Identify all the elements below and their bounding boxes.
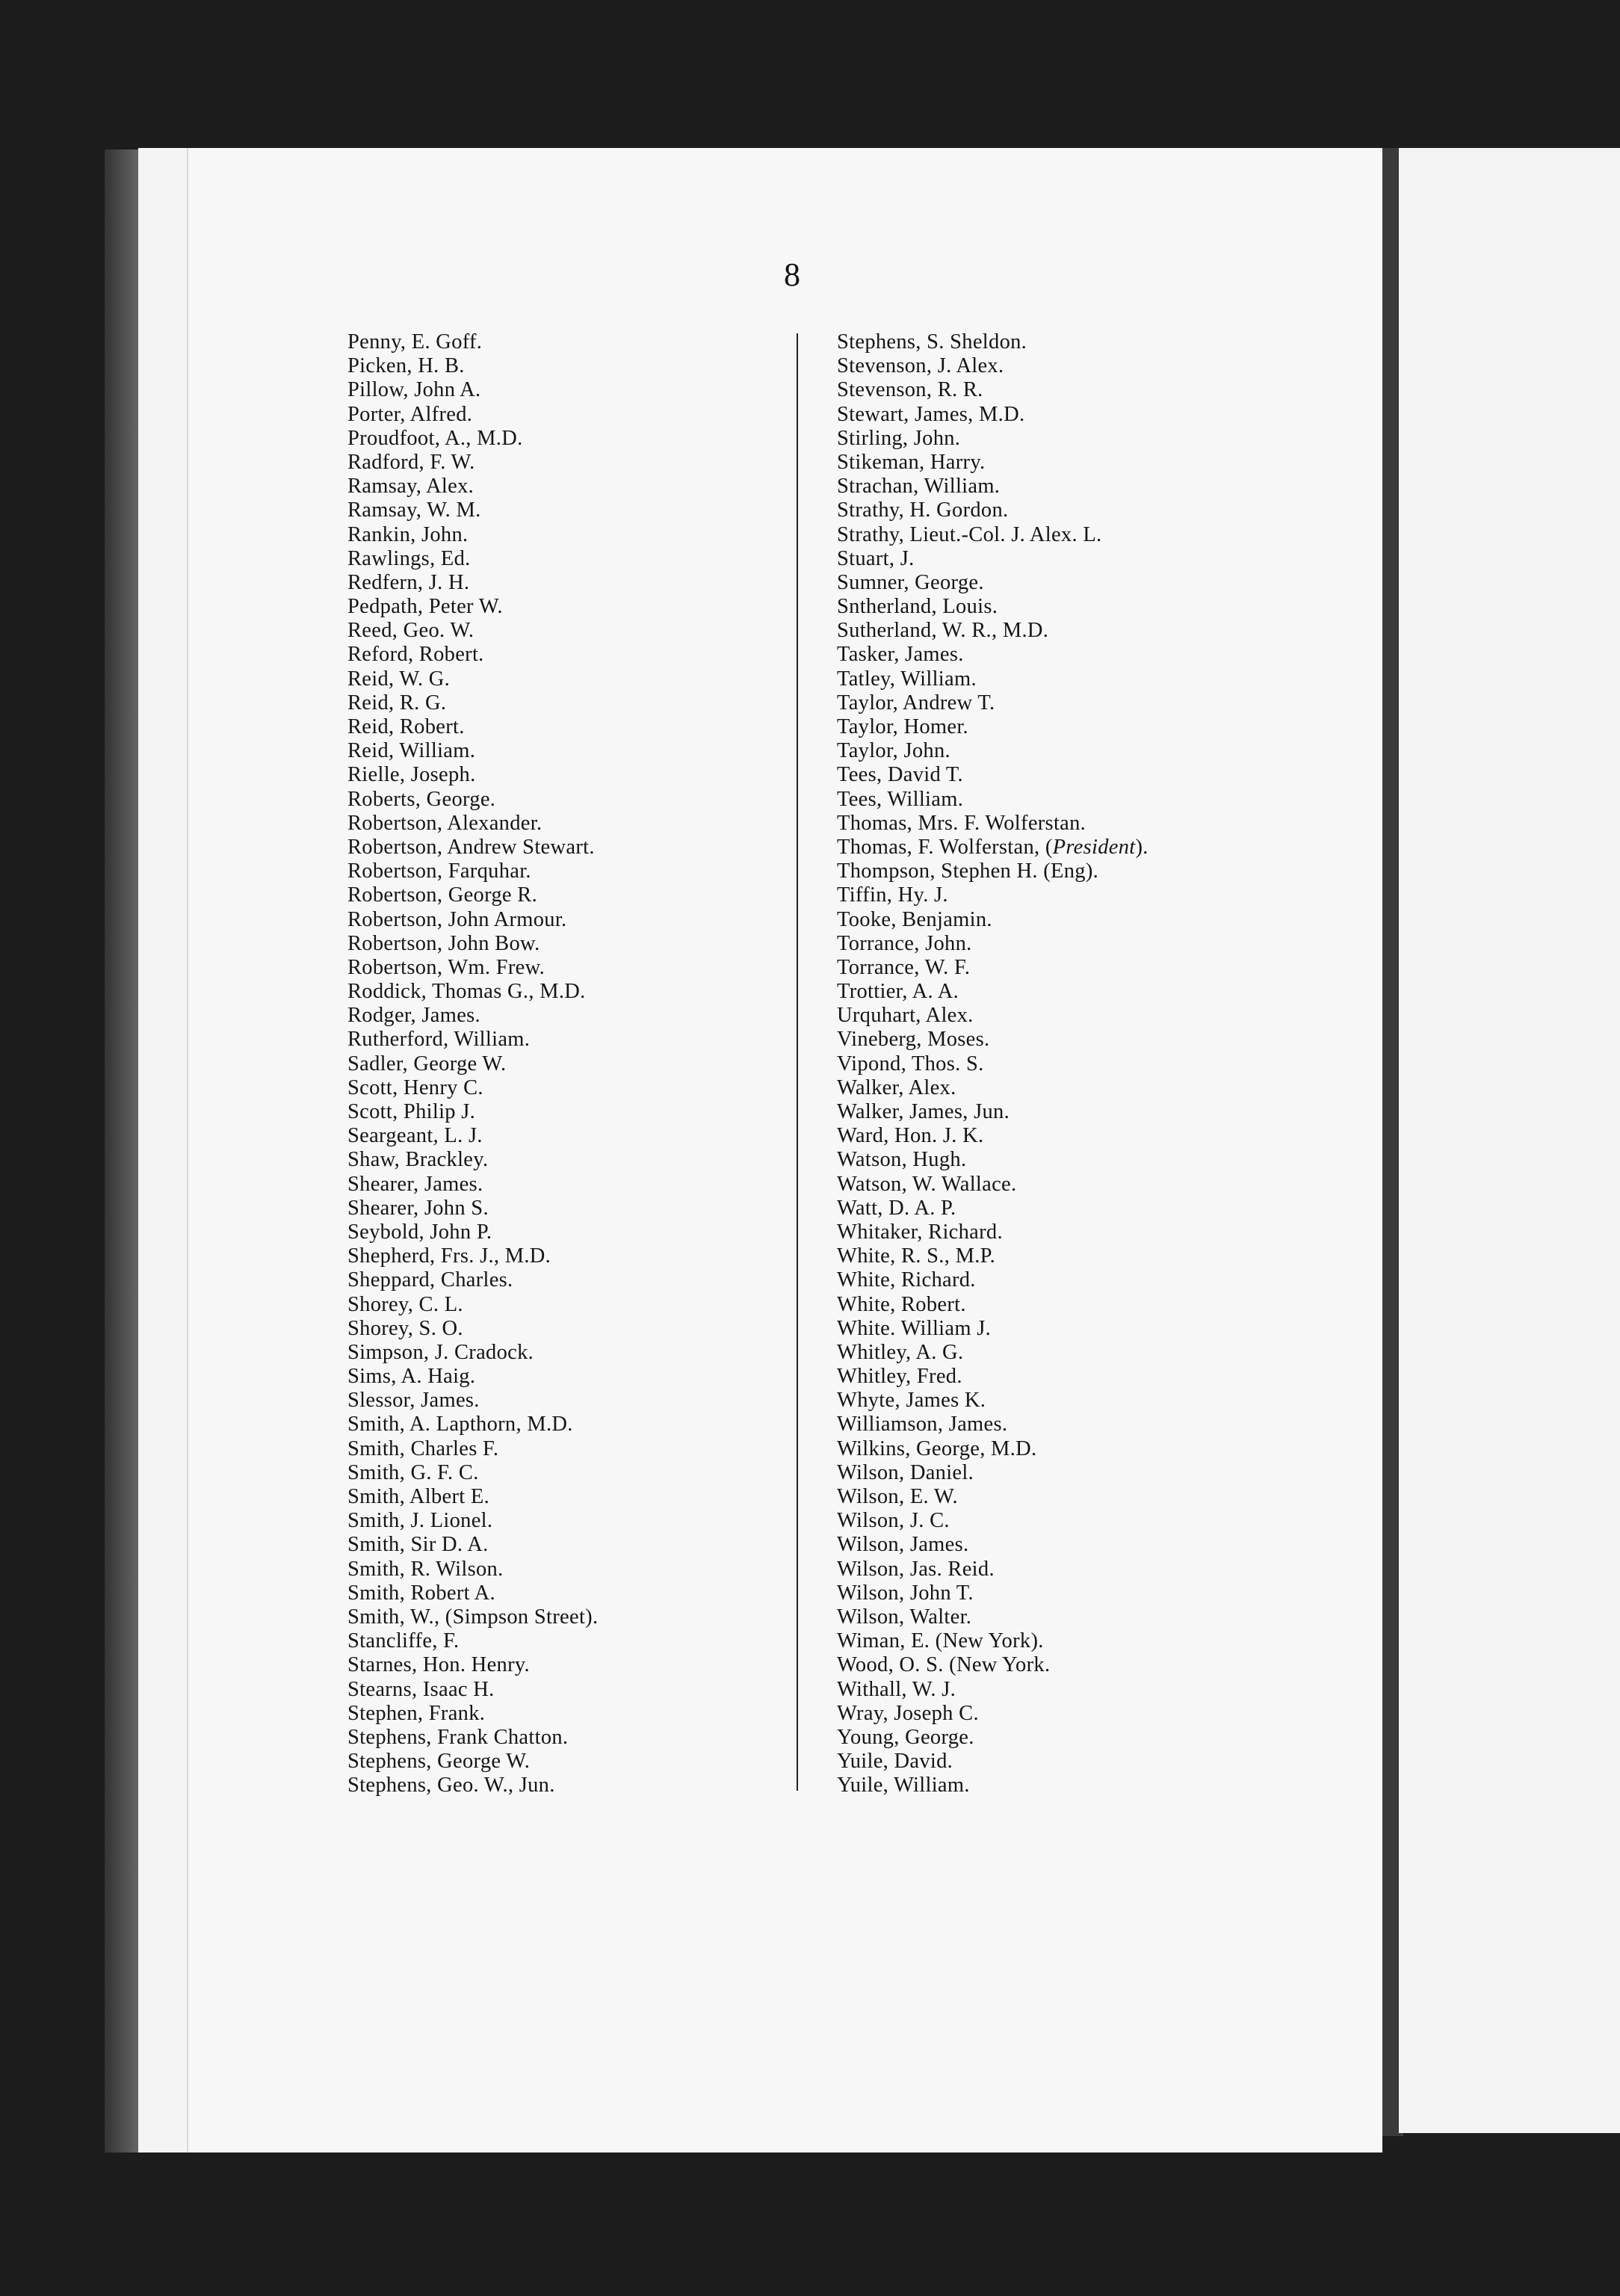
member-name: Stephen, Frank. [347, 1701, 486, 1725]
member-name: White. William J. [837, 1316, 992, 1340]
member-name: Wilson, John T. [837, 1581, 974, 1605]
member-name: Wilson, Jas. Reid. [837, 1557, 995, 1581]
member-name: Sntherland, Louis. [837, 595, 998, 619]
member-name: Wilson, J. C. [837, 1509, 950, 1533]
member-name: Stirling, John. [837, 426, 961, 450]
member-name: Taylor, Homer. [837, 715, 968, 738]
right-name-column [837, 330, 1148, 1797]
member-name: Watson, W. Wallace. [837, 1172, 1017, 1196]
member-name: Thompson, Stephen H. (Eng). [837, 860, 1099, 883]
member-name: Sutherland, W. R., M.D. [837, 619, 1049, 643]
member-name: Smith, J. Lionel. [347, 1509, 493, 1533]
member-name: Stearns, Isaac H. [347, 1677, 495, 1701]
member-name: Urquhart, Alex. [837, 1004, 974, 1028]
member-name: Strathy, Lieut.-Col. J. Alex. L. [837, 522, 1102, 546]
member-name: Slessor, James. [347, 1389, 480, 1413]
column-divider [797, 333, 798, 1791]
member-name: Stewart, James, M.D. [837, 402, 1025, 426]
member-name: Stephens, Frank Chatton. [347, 1725, 569, 1749]
left-name-column [347, 330, 598, 1797]
member-name: Robertson, John Bow. [347, 931, 540, 955]
member-name: Tatley, William. [837, 667, 977, 691]
member-name: Seybold, John P. [347, 1220, 492, 1244]
member-name: Ward, Hon. J. K. [837, 1124, 984, 1148]
member-name: Robertson, Wm. Frew. [347, 955, 545, 979]
member-name: Vipond, Thos. S. [837, 1052, 984, 1076]
member-name: Proudfoot, A., M.D. [347, 426, 523, 450]
member-name: Smith, R. Wilson. [347, 1557, 504, 1581]
member-name: Rielle, Joseph. [347, 763, 476, 787]
member-name: Wilkins, George, M.D. [837, 1436, 1037, 1460]
member-name: Shepherd, Frs. J., M.D. [347, 1244, 551, 1268]
member-name: Tees, William. [837, 787, 964, 811]
member-name: Robertson, John Armour. [347, 907, 567, 931]
facing-page [1399, 148, 1620, 2133]
member-name: Roddick, Thomas G., M.D. [347, 980, 586, 1004]
member-name: Whitaker, Richard. [837, 1220, 1003, 1244]
member-name: Torrance, John. [837, 931, 972, 955]
member-name: Tiffin, Hy. J. [837, 883, 948, 907]
member-name: Whitley, Fred. [837, 1365, 962, 1389]
member-name: Yuile, William. [837, 1774, 970, 1797]
member-name: Watt, D. A. P. [837, 1196, 956, 1220]
member-name: Sheppard, Charles. [347, 1268, 513, 1292]
member-name: Walker, Alex. [837, 1076, 956, 1099]
member-name: Tasker, James. [837, 643, 964, 667]
member-name: Robertson, George R. [347, 883, 538, 907]
member-name: Tees, David T. [837, 763, 963, 787]
member-name: Strachan, William. [837, 475, 1001, 499]
member-name: Ramsay, Alex. [347, 475, 474, 499]
member-name: Reid, W. G. [347, 667, 451, 691]
member-name: Strathy, H. Gordon. [837, 499, 1009, 522]
member-name: Whyte, James K. [837, 1389, 986, 1413]
member-name: White, Robert. [837, 1292, 966, 1316]
member-name: Stephens, Geo. W., Jun. [347, 1774, 555, 1797]
member-name: Wilson, James. [837, 1533, 969, 1557]
member-name: Rodger, James. [347, 1004, 480, 1028]
member-name: Picken, H. B. [347, 354, 465, 378]
member-name: Stevenson, R. R. [837, 378, 983, 402]
member-name: Sims, A. Haig. [347, 1365, 476, 1389]
member-name: Stikeman, Harry. [837, 450, 986, 474]
member-name: Smith, Sir D. A. [347, 1533, 489, 1557]
member-name: Shorey, S. O. [347, 1316, 463, 1340]
member-name: Rawlings, Ed. [347, 546, 471, 570]
member-name: Pedpath, Peter W. [347, 595, 503, 619]
member-name: Seargeant, L. J. [347, 1124, 483, 1148]
member-name: Taylor, John. [837, 739, 950, 763]
member-name: Watson, Hugh. [837, 1148, 967, 1172]
member-name: Withall, W. J. [837, 1677, 956, 1701]
member-name: Rutherford, William. [347, 1028, 531, 1052]
member-name: Smith, Charles F. [347, 1436, 499, 1460]
member-name: Rankin, John. [347, 522, 469, 546]
member-name: Pillow, John A. [347, 378, 481, 402]
member-name: Smith, Albert E. [347, 1485, 490, 1508]
member-name: Taylor, Andrew T. [837, 691, 995, 715]
member-name: Scott, Henry C. [347, 1076, 483, 1099]
member-name: Smith, G. F. C. [347, 1460, 479, 1484]
member-name: Robertson, Alexander. [347, 811, 542, 835]
member-name: Trottier, A. A. [837, 980, 959, 1004]
member-name: Robertson, Andrew Stewart. [347, 835, 595, 859]
member-name: Young, George. [837, 1725, 974, 1749]
member-name: Wilson, Daniel. [837, 1460, 974, 1484]
member-name: Stuart, J. [837, 546, 915, 570]
member-name: Torrance, W. F. [837, 955, 971, 979]
member-name: Robertson, Farquhar. [347, 860, 531, 883]
member-name: Wiman, E. (New York). [837, 1629, 1044, 1653]
member-name: Yuile, David. [837, 1750, 953, 1774]
member-name: Radford, F. W. [347, 450, 475, 474]
member-name: Walker, James, Jun. [837, 1100, 1010, 1123]
member-name: Wilson, Walter. [837, 1605, 972, 1629]
member-name: Starnes, Hon. Henry. [347, 1653, 530, 1677]
member-name: Ramsay, W. M. [347, 499, 481, 522]
member-name: Wood, O. S. (New York. [837, 1653, 1051, 1677]
member-name: Porter, Alfred. [347, 402, 473, 426]
member-name: Sumner, George. [837, 570, 984, 594]
member-name: Shaw, Brackley. [347, 1148, 489, 1172]
member-name: Wilson, E. W. [837, 1485, 958, 1508]
member-name: Redfern, J. H. [347, 570, 470, 594]
member-name: Reid, Robert. [347, 715, 465, 738]
member-name: Stevenson, J. Alex. [837, 354, 1004, 378]
member-name: Smith, W., (Simpson Street). [347, 1605, 599, 1629]
member-name: Thomas, Mrs. F. Wolferstan. [837, 811, 1086, 835]
page-number: 8 [784, 256, 800, 293]
member-name: Shearer, James. [347, 1172, 483, 1196]
member-name: Whitley, A. G. [837, 1340, 964, 1364]
member-name: Thomas, F. Wolferstan, (President). [837, 835, 1148, 859]
member-name: Simpson, J. Cradock. [347, 1340, 534, 1364]
member-name: Sadler, George W. [347, 1052, 507, 1076]
member-name: Reid, R. G. [347, 691, 447, 715]
member-name: Reed, Geo. W. [347, 619, 474, 643]
member-name: Scott, Philip J. [347, 1100, 476, 1123]
member-name: Reford, Robert. [347, 643, 484, 667]
member-name: Tooke, Benjamin. [837, 907, 992, 931]
member-name: Roberts, George. [347, 787, 496, 811]
member-name: Smith, Robert A. [347, 1581, 495, 1605]
member-name: Stancliffe, F. [347, 1629, 460, 1653]
member-name: Penny, E. Goff. [347, 330, 483, 354]
member-name: Stephens, George W. [347, 1750, 531, 1774]
member-name: Smith, A. Lapthorn, M.D. [347, 1413, 573, 1436]
member-name: Shorey, C. L. [347, 1292, 463, 1316]
member-name: Vineberg, Moses. [837, 1028, 990, 1052]
member-name: White, Richard. [837, 1268, 976, 1292]
member-name: Stephens, S. Sheldon. [837, 330, 1027, 354]
member-name: White, R. S., M.P. [837, 1244, 996, 1268]
member-name: Reid, William. [347, 739, 476, 763]
member-name: Williamson, James. [837, 1413, 1008, 1436]
member-name: Wray, Joseph C. [837, 1701, 979, 1725]
member-name: Shearer, John S. [347, 1196, 489, 1220]
